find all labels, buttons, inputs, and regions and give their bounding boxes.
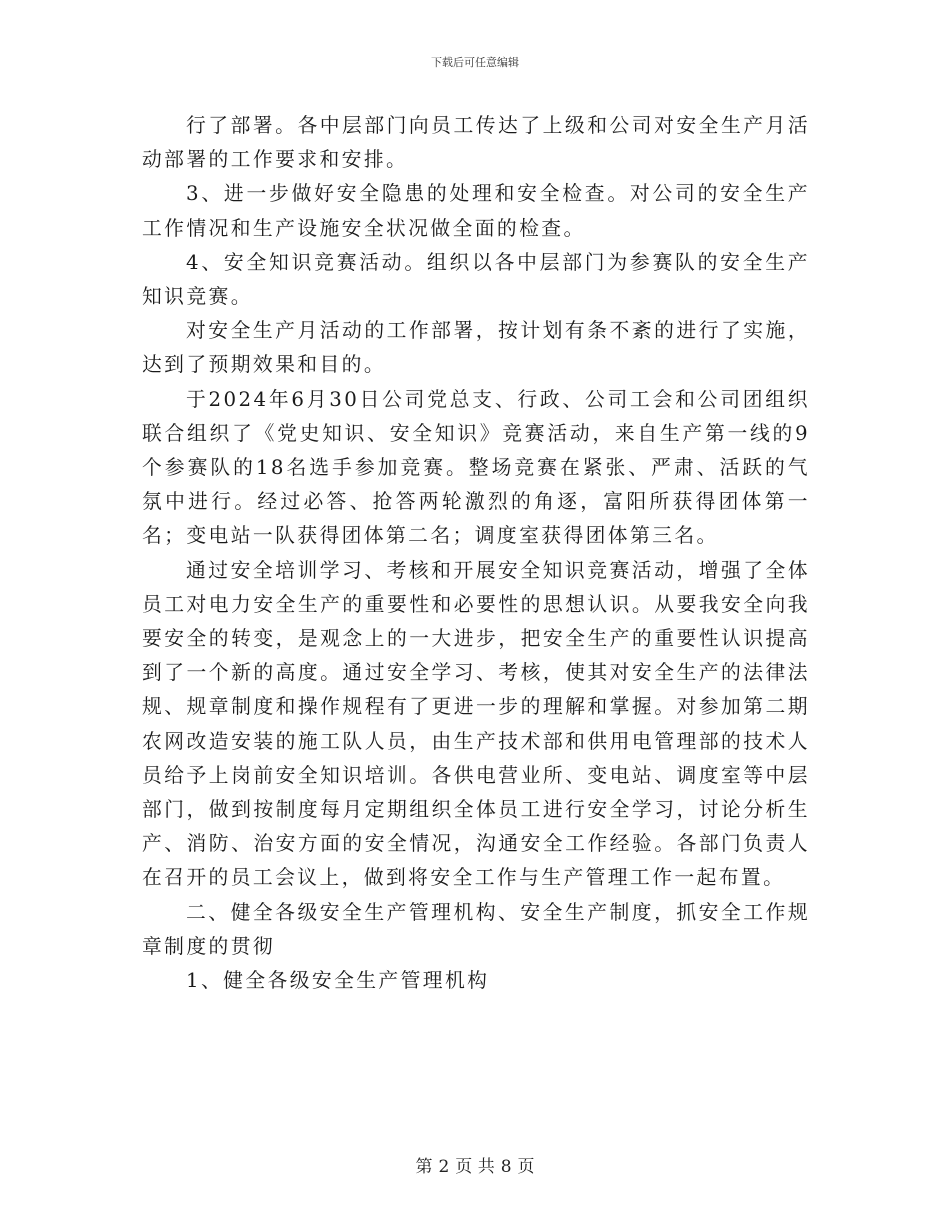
- document-body: [142, 109, 810, 998]
- page-suffix: 页: [517, 1157, 535, 1177]
- paragraph-competition: 于2024年6月30日公司党总支、行政、公司工会和公司团组织联合组织了《党史知识、安全知识》竞赛活动，来自生产第一线的9个参赛队的18名选手参加竞赛。整场竞赛在紧张、严肃、活跃的气氛中进行。经过必答、抢答两轮激烈的角逐，富阳所获得团体第一名；变电站一队获得团体第二名；调度室获得团体第三名。: [142, 387, 810, 548]
- paragraph-item-3: 3、进一步做好安全隐患的处理和安全检查。对公司的安全生产工作情况和生产设施安全状况做全面的检查。: [142, 182, 810, 240]
- paragraph-training-results: 通过安全培训学习、考核和开展安全知识竞赛活动，增强了全体员工对电力安全生产的重要性和必要性的思想认识。从要我安全向我要安全的转变，是观念上的一大进步，把安全生产的重要性认识提高到了一个新的高度。通过安全学习、考核，使其对安全生产的法律法规、规章制度和操作规程有了更进一步的理解和掌握。对参加第二期农网改造安装的施工队人员，由生产技术部和供用电管理部的技术人员给予上岗前安全知识培训。各供电营业所、变电站、调度室等中层部门，做到按制度每月定期组织全体员工进行安全学习，讨论分析生产、消防、治安方面的安全情况，沟通安全工作经验。各部门负责人在召开的员工会议上，做到将安全工作与生产管理工作一起布置。: [142, 558, 810, 890]
- page-prefix: 第: [415, 1157, 433, 1177]
- page-footer: [0, 1152, 950, 1177]
- paragraph-implementation: 对安全生产月活动的工作部署，按计划有条不紊的进行了实施，达到了预期效果和目的。: [142, 319, 810, 377]
- page-header-note: 下载后可任意编辑: [431, 56, 519, 69]
- page-mid: 页 共: [455, 1157, 495, 1177]
- subheading-1: 1、健全各级安全生产管理机构: [186, 969, 490, 993]
- section-heading-2: 二、健全各级安全生产管理机构、安全生产制度，抓安全工作规章制度的贯彻: [142, 900, 810, 958]
- paragraph-deployment-end: 行了部署。各中层部门向员工传达了上级和公司对安全生产月活动部署的工作要求和安排。: [142, 114, 810, 172]
- current-page-number: 2: [438, 1157, 450, 1177]
- paragraph-item-4: 4、安全知识竞赛活动。组织以各中层部门为参赛队的安全生产知识竞赛。: [142, 250, 810, 309]
- total-page-number: 8: [500, 1157, 512, 1177]
